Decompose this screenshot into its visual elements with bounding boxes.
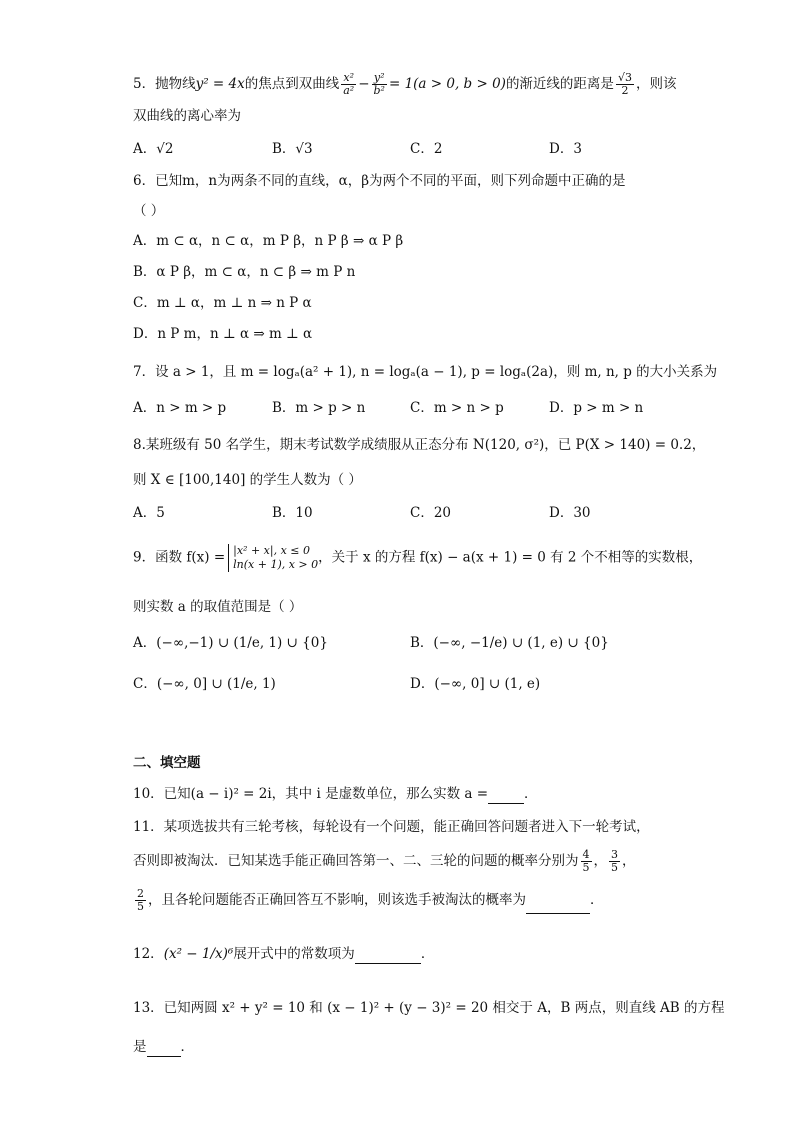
q6-line1: 6．已知m，n为两条不同的直线，α，β为两个不同的平面，则下列命题中正确的是 (133, 173, 626, 189)
q5-fraction-x: $\frac{\text{x²}}{\text{a²}}$ (343, 71, 355, 97)
q5-option-a[interactable]: A．√2 (133, 141, 174, 157)
q7-option-a[interactable]: A．n > m > p (133, 400, 227, 416)
q9-line2: 则实数 a 的取值范围是（ ） (133, 599, 303, 615)
q12-prefix: 12． (133, 946, 164, 962)
q5-option-c[interactable]: C．2 (410, 141, 443, 157)
q9-option-a[interactable]: A．(−∞,−1) ∪ (1/e, 1) ∪ {0} (133, 635, 328, 651)
q7-option-c[interactable]: C．m > n > p (410, 400, 504, 416)
q6-option-b[interactable]: B．α P β，m ⊂ α，n ⊂ β ⇒ m P n (133, 264, 356, 280)
q10-line (133, 784, 538, 804)
q11-end: ． (590, 892, 604, 908)
q12-expression: (x² − 1/x)⁶ (163, 946, 234, 962)
q11-prob-1: $\frac{4}{5}$ (582, 848, 590, 874)
q8-option-b[interactable]: B．10 (272, 505, 313, 521)
q8-line1: 8.某班级有 50 名学生，期末考试数学成绩服从正态分布 N(120, σ²)，已 P(X > 140) = 0.2， (133, 437, 706, 453)
q9-option-c[interactable]: C．(−∞, 0] ∪ (1/e, 1) (133, 676, 276, 692)
q9-line1 (133, 544, 702, 572)
q8-option-c[interactable]: C．20 (410, 505, 452, 521)
q11-answer-blank[interactable] (526, 899, 590, 914)
q5-text: 5．抛物线 (133, 76, 196, 92)
q8-line2: 则 X ∈ [100,140] 的学生人数为（ ） (133, 472, 362, 488)
q5-hyperbola-tail: = 1(a > 0, b > 0) (388, 76, 506, 92)
q12-text: 展开式中的常数项为 (233, 946, 355, 962)
q8-option-d[interactable]: D．30 (549, 505, 591, 521)
q5-distance-fraction: $\frac{√3}{2}$ (617, 71, 632, 97)
q6-option-a[interactable]: A．m ⊂ α，n ⊂ α，m P β，n P β ⇒ α P β (133, 233, 404, 249)
q6-option-c[interactable]: C．m ⊥ α，m ⊥ n ⇒ n P α (133, 295, 312, 311)
q11-line2 (133, 847, 636, 875)
q11-prob-2: $\frac{3}{5}$ (611, 848, 618, 874)
q9-text: 9．函数 f(x) = (133, 549, 226, 566)
q5-line1 (133, 72, 676, 97)
q11-line1: 11．某项选拔共有三轮考核，每轮设有一个问题，能正确回答问题者进入下一轮考试， (133, 819, 650, 835)
section-title: 二、填空题 (133, 755, 201, 771)
q10-text: 10．已知(a − i)² = 2i，其中 i 是虚数单位，那么实数 a = (133, 786, 489, 802)
q12-answer-blank[interactable] (355, 949, 421, 964)
q6-option-d[interactable]: D．n P m，n ⊥ α ⇒ m ⊥ α (133, 326, 313, 342)
q13-line1: 13．已知两圆 x² + y² = 10 和 (x − 1)² + (y − 3)² = 20 相交于 A，B 两点，则直线 AB 的方程 (133, 1000, 725, 1016)
q12-end: ． (420, 946, 435, 962)
q5-option-d[interactable]: D．3 (549, 141, 582, 157)
q6-line2: （ ） (133, 203, 165, 219)
q5-text: ，则该 (635, 76, 677, 92)
q13-end: ． (180, 1039, 194, 1055)
q5-text: 的渐近线的距离是 (505, 76, 614, 92)
q9-text: ，关于 x 的方程 f(x) − a(x + 1) = 0 有 2 个不相等的实数根， (318, 549, 703, 566)
q9-piecewise: |x² + x|, x ≤ 0 ln(x + 1), x > 0 (228, 544, 318, 572)
q9-option-d[interactable]: D．(−∞, 0] ∪ (1, e) (410, 676, 541, 692)
q7-option-b[interactable]: B．m > p > n (272, 400, 366, 416)
q13-line2 (133, 1037, 194, 1057)
q12-line (133, 944, 434, 964)
q5-line2: 双曲线的离心率为 (133, 108, 241, 124)
q5-parabola-formula: y² = 4x (195, 76, 245, 92)
q11-text: ，且各轮问题能否正确回答互不影响，则该选手被淘汰的概率为 (148, 892, 526, 908)
q7-option-d[interactable]: D．p > m > n (549, 400, 644, 416)
q5-option-b[interactable]: B．√3 (272, 141, 313, 157)
q11-prob-3: $\frac{2}{5}$ (137, 887, 144, 913)
q10-answer-blank[interactable] (488, 789, 524, 804)
q10-end: ． (524, 786, 538, 802)
q7-line1: 7．设 a > 1，且 m = logₐ(a² + 1), n = logₐ(a − 1), p = logₐ(2a)，则 m, n, p 的大小关系为 (133, 364, 718, 380)
q5-minus: − (358, 76, 370, 92)
q11-line3 (133, 886, 604, 914)
q8-option-a[interactable]: A．5 (133, 505, 165, 521)
q9-option-b[interactable]: B．(−∞, −1/e) ∪ (1, e) ∪ {0} (410, 635, 609, 651)
q13-answer-blank[interactable] (147, 1042, 181, 1057)
q11-sep: ， (622, 853, 636, 869)
q13-text: 是 (133, 1039, 147, 1055)
q5-text: 的焦点到双曲线 (244, 76, 340, 92)
q11-sep: ， (593, 853, 607, 869)
q5-fraction-y: $\frac{\text{y²}}{\text{b²}}$ (373, 71, 385, 97)
q11-text: 否则即被淘汰．已知某选手能正确回答第一、二、三轮的问题的概率分别为 (133, 853, 579, 869)
